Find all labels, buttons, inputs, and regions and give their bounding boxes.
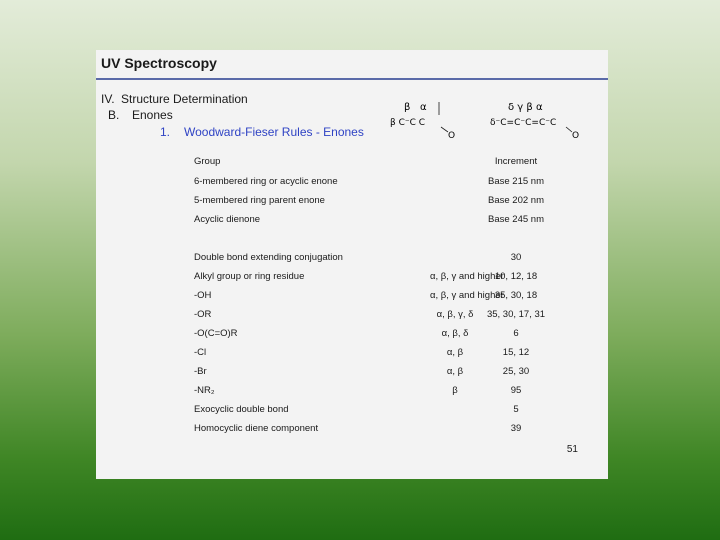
slide [96,50,608,479]
row-position: α, β, δ [441,328,469,339]
beta-label: β [404,102,411,113]
row-group: Double bond extending conjugation [194,252,343,263]
base-row-increment: Base 215 nm [488,176,544,187]
title-divider [96,78,608,80]
row-group: Exocyclic double bond [194,404,289,415]
enone-structure-drawing [390,98,470,143]
outline-level-2 [108,108,173,122]
row-position: α, β [446,347,464,358]
base-row-increment: Base 245 nm [488,214,544,225]
base-row-group: 6-membered ring or acyclic enone [194,176,338,187]
oxygen-label: O [448,131,456,141]
row-position: α, β [446,366,464,377]
base-row-increment: Base 202 nm [488,195,544,206]
row-position: α, β, γ and higher [430,290,504,301]
row-increment: 35, 30, 17, 31 [486,309,546,320]
dienone-structure [486,98,596,148]
base-row-group: 5-membered ring parent enone [194,195,325,206]
outline-level-1 [101,92,248,106]
row-group: -OH [194,290,212,301]
outline-number: 1. [160,125,171,139]
row-increment: 30 [510,252,522,263]
oxygen-label: O [572,131,580,141]
row-group: -OR [194,309,212,320]
row-group: -Br [194,366,207,377]
row-increment: 6 [513,328,519,339]
alpha-label: α [420,102,427,113]
base-row-group: Acyclic dienone [194,214,261,225]
greek-labels: δ γ β α [508,102,543,113]
row-increment: 35, 30, 18 [494,290,538,301]
row-increment: 5 [513,404,519,415]
outline-text: Structure Determination [121,92,248,106]
outline-number: IV. [101,92,115,106]
outline-text: Woodward-Fieser Rules - Enones [184,125,364,139]
header-increment: Increment [494,156,538,167]
row-increment: 15, 12 [502,347,530,358]
row-position: β [452,385,458,396]
row-group: -Cl [194,347,207,358]
row-position: α, β, γ, δ [436,309,474,320]
row-group: Alkyl group or ring residue [194,271,305,282]
row-group: -NR₂ [194,385,215,396]
row-increment: 39 [510,423,522,434]
chain-label: δ⁻C=C⁻C=C⁻C [490,118,557,128]
row-increment: 95 [510,385,522,396]
row-increment: 10, 12, 18 [494,271,538,282]
chain-label: β C⁻C C [390,118,426,128]
row-group: Homocyclic diene component [194,423,319,434]
outline-number: B. [108,108,120,122]
dienone-structure-drawing [486,98,596,143]
slide-title: UV Spectroscopy [101,55,217,71]
row-position: α, β, γ and higher [430,271,504,282]
enone-structure [390,98,470,148]
header-group: Group [194,156,221,167]
outline-level-3 [160,125,364,139]
page-number: 51 [566,444,578,455]
row-increment: 25, 30 [502,366,530,377]
outline-text: Enones [132,108,173,122]
row-group: -O(C=O)R [194,328,238,339]
